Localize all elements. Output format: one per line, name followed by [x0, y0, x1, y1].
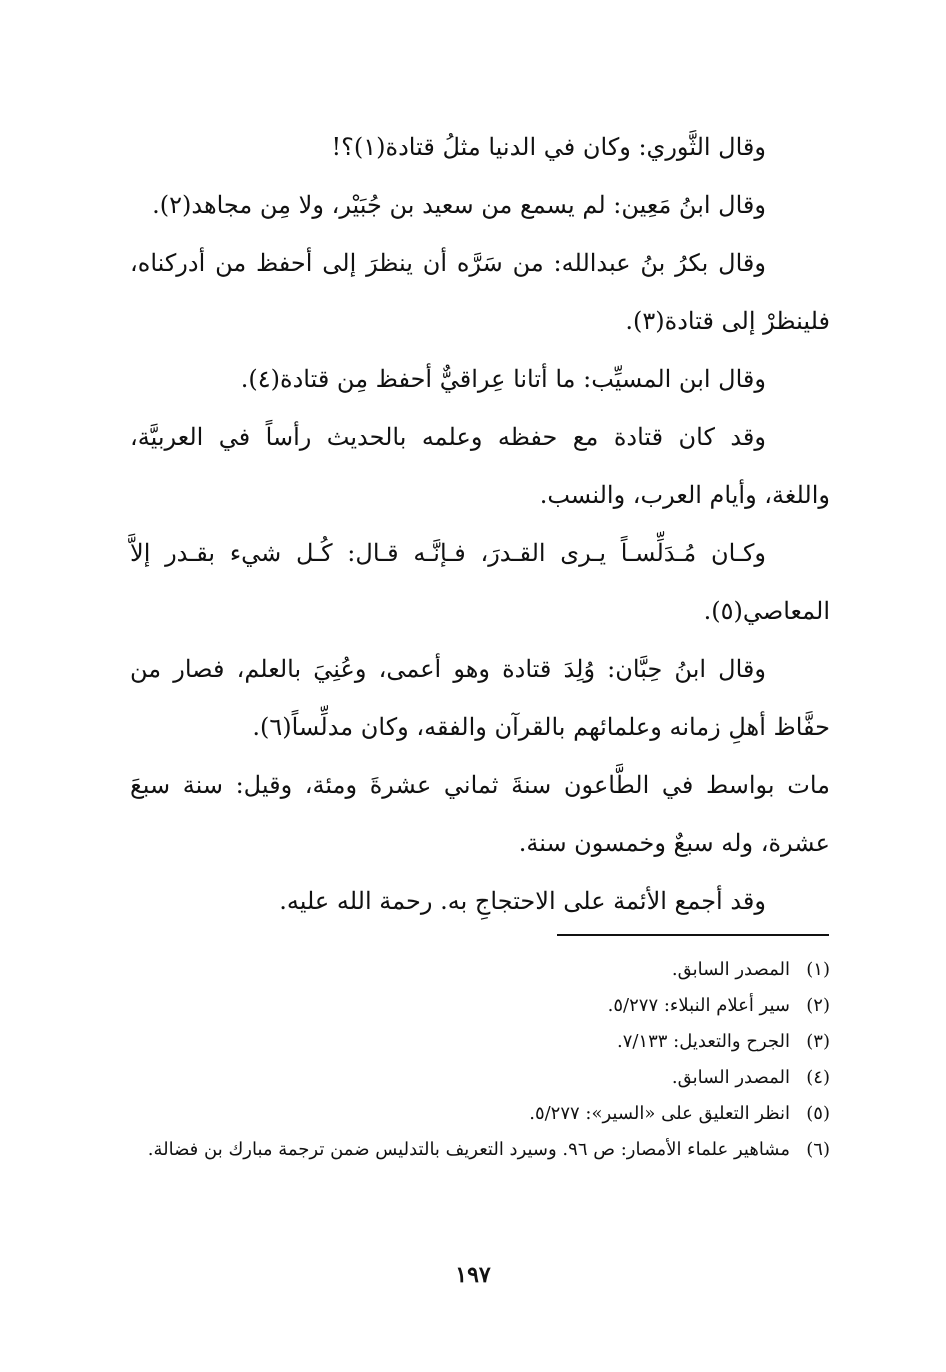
main-text — [130, 118, 830, 930]
paragraph-ibn-hibban: وقال ابنُ حِبَّان: وُلِدَ قتادة وهو أعمى، وعُنِيَ بالعلم، فصار من حفَّاظ أهلِ زمانه وعلمائهم بالقرآن والفقه، وكان مدلِّساً(٦). — [130, 655, 830, 741]
footnote-text: المصدر السابق. — [671, 959, 790, 980]
footnote-text: مشاهير علماء الأمصار: ص ٩٦. وسيرد التعريف بالتدليس ضمن ترجمة مبارك بن فضالة. — [147, 1139, 790, 1160]
footnote-item — [130, 1060, 830, 1096]
paragraph-mudallis: وكـان مُـدَلِّسـاً يـرى القـدرَ، فـإنَّـه قـال: كُـل شيء بقـدر إلاَّ المعاصي(٥). — [130, 539, 830, 625]
footnote-text: سير أعلام النبلاء: ٥/٢٧٧. — [607, 995, 790, 1016]
footnotes — [130, 952, 830, 1168]
footnote-number: (٣) — [806, 1031, 830, 1052]
paragraph-bakr: وقال بكرُ بنُ عبدالله: من سَرَّه أن ينظرَ إلى أحفظ من أدركناه، فلينظرْ إلى قتادة(٣). — [130, 249, 830, 335]
paragraph-thawri: وقال الثَّوري: وكان في الدنيا مثلُ قتادة(١)؟! — [331, 133, 766, 161]
paragraph-arabic-knowledge: وقد كان قتادة مع حفظه وعلمه بالحديث رأساً في العربيَّة، واللغة، وأيام العرب، والنسب. — [130, 423, 830, 509]
footnote-number: (٥) — [806, 1103, 830, 1124]
footnote-number: (٢) — [806, 995, 830, 1016]
footnote-text: المصدر السابق. — [671, 1067, 790, 1088]
footnote-number: (٤) — [806, 1067, 830, 1088]
footnote-item — [130, 1132, 830, 1168]
footnote-divider — [557, 934, 829, 936]
paragraph-ibn-musayyib: وقال ابن المسيِّب: ما أتانا عِراقيٌّ أحفظ مِن قتادة(٤). — [240, 365, 766, 393]
footnote-item — [130, 988, 830, 1024]
page-number: ١٩٧ — [455, 1262, 491, 1288]
footnote-item — [130, 952, 830, 988]
footnote-item — [130, 1024, 830, 1060]
footnote-text: انظر التعليق على «السير»: ٥/٢٧٧. — [529, 1103, 790, 1124]
paragraph-ibn-main: وقال ابنُ مَعِين: لم يسمع من سعيد بن جُبَيْر، ولا مِن مجاهد(٢). — [152, 191, 766, 219]
paragraph-consensus: وقد أجمع الأئمة على الاحتجاجِ به. رحمة الله عليه. — [279, 887, 766, 915]
footnote-item — [130, 1096, 830, 1132]
paragraph-death: مات بواسط في الطَّاعون سنةَ ثماني عشرةَ ومئة، وقيل: سنة سبعَ عشرة، وله سبعٌ وخمسون سنة. — [130, 771, 830, 857]
footnote-number: (١) — [806, 959, 830, 980]
footnote-number: (٦) — [806, 1139, 830, 1160]
footnote-text: الجرح والتعديل: ٧/١٣٣. — [616, 1031, 790, 1052]
